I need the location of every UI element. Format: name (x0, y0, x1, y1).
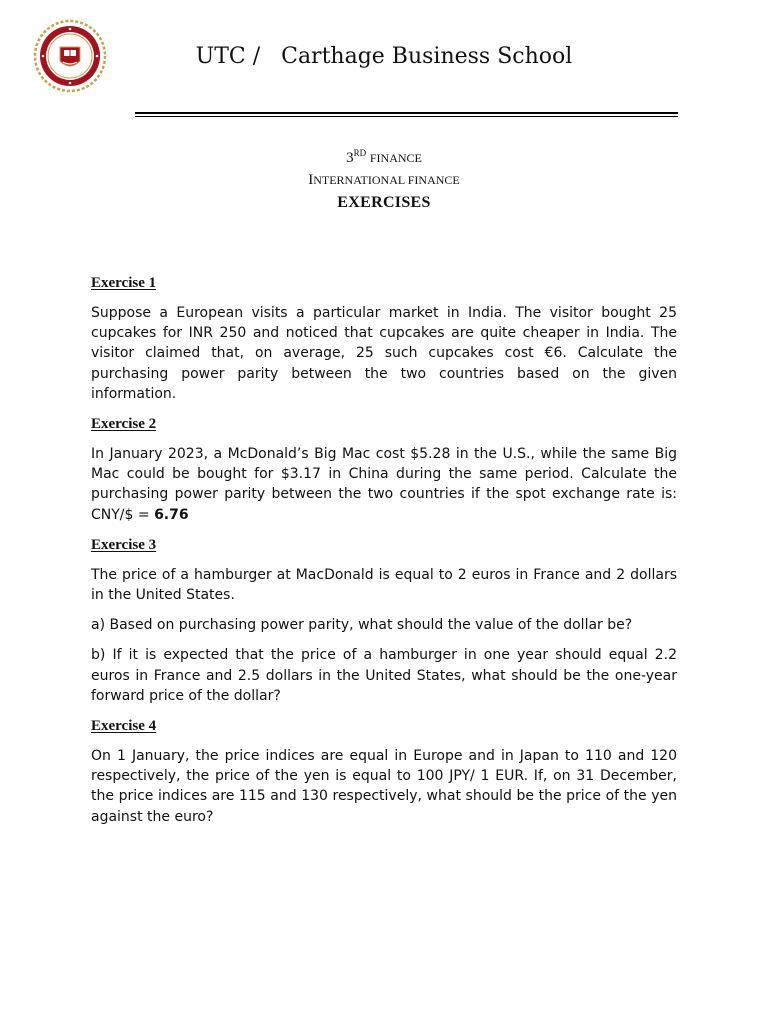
header-title: UTC / Carthage Business School (195, 44, 573, 69)
exercise-question-b: b) If it is expected that the price of a hamburger in one year should equal 2.2 euros in France and 2.5 dollars in the United States, what should be the one-year forward price of the dollar? (91, 647, 677, 704)
paragraph-text: In January 2023, a McDonald’s Big Mac cost $5.28 in the U.S., while the same Big Mac could be bought for $3.17 in China during the same period. Calculate the purchasing power parity between the two countries if the spot exchange rate is: CNY/$ = (91, 446, 677, 523)
exercise-3 (91, 536, 677, 706)
exercise-heading: Exercise 1 (91, 275, 157, 291)
exercise-list (91, 274, 677, 837)
exercise-4 (91, 717, 677, 827)
exchange-rate-value: 6.76 (154, 506, 189, 523)
level-word: FINANCE (369, 151, 422, 165)
header-rule-thin (135, 116, 678, 117)
exercise-paragraph: Suppose a European visits a particular market in India. The visitor bought 25 cupcakes for INR 250 and noticed that cupcakes are quite cheaper in India. The visitor claimed that, on average, 25 such cupcakes cost €6. Calculate the purchasing power parity between the two countries based on the given information. (91, 305, 677, 402)
exercise-question-a: a) Based on purchasing power parity, what should the value of the dollar be? (91, 617, 633, 634)
level-number: 3 (346, 150, 354, 166)
exercise-paragraph: The price of a hamburger at MacDonald is equal to 2 euros in France and 2 dollars in the United States. (91, 566, 677, 604)
level-superscript: RD (353, 148, 367, 158)
level-title (0, 148, 768, 167)
course-title (0, 172, 768, 189)
university-seal-logo (33, 19, 107, 93)
exercise-heading: Exercise 3 (91, 536, 157, 553)
exercise-paragraph: On 1 January, the price indices are equal in Europe and in Japan to 110 and 120 respectively, the price of the yen is equal to 100 JPY/ 1 EUR. If, on 31 December, the price indices are 115 and 130 respectively, what should be the price of the yen against the euro? (91, 748, 677, 825)
header-rule-thick (135, 112, 678, 114)
section-title: EXERCISES (337, 194, 431, 211)
exercise-heading: Exercise 2 (91, 416, 157, 433)
course-title-initial: I (308, 172, 314, 188)
exercise-heading: Exercise 4 (91, 718, 157, 735)
course-title-rest: NTERNATIONAL FINANCE (313, 173, 460, 187)
exercise-1 (91, 274, 677, 404)
exercise-paragraph (91, 444, 677, 525)
exercise-2 (91, 415, 677, 525)
